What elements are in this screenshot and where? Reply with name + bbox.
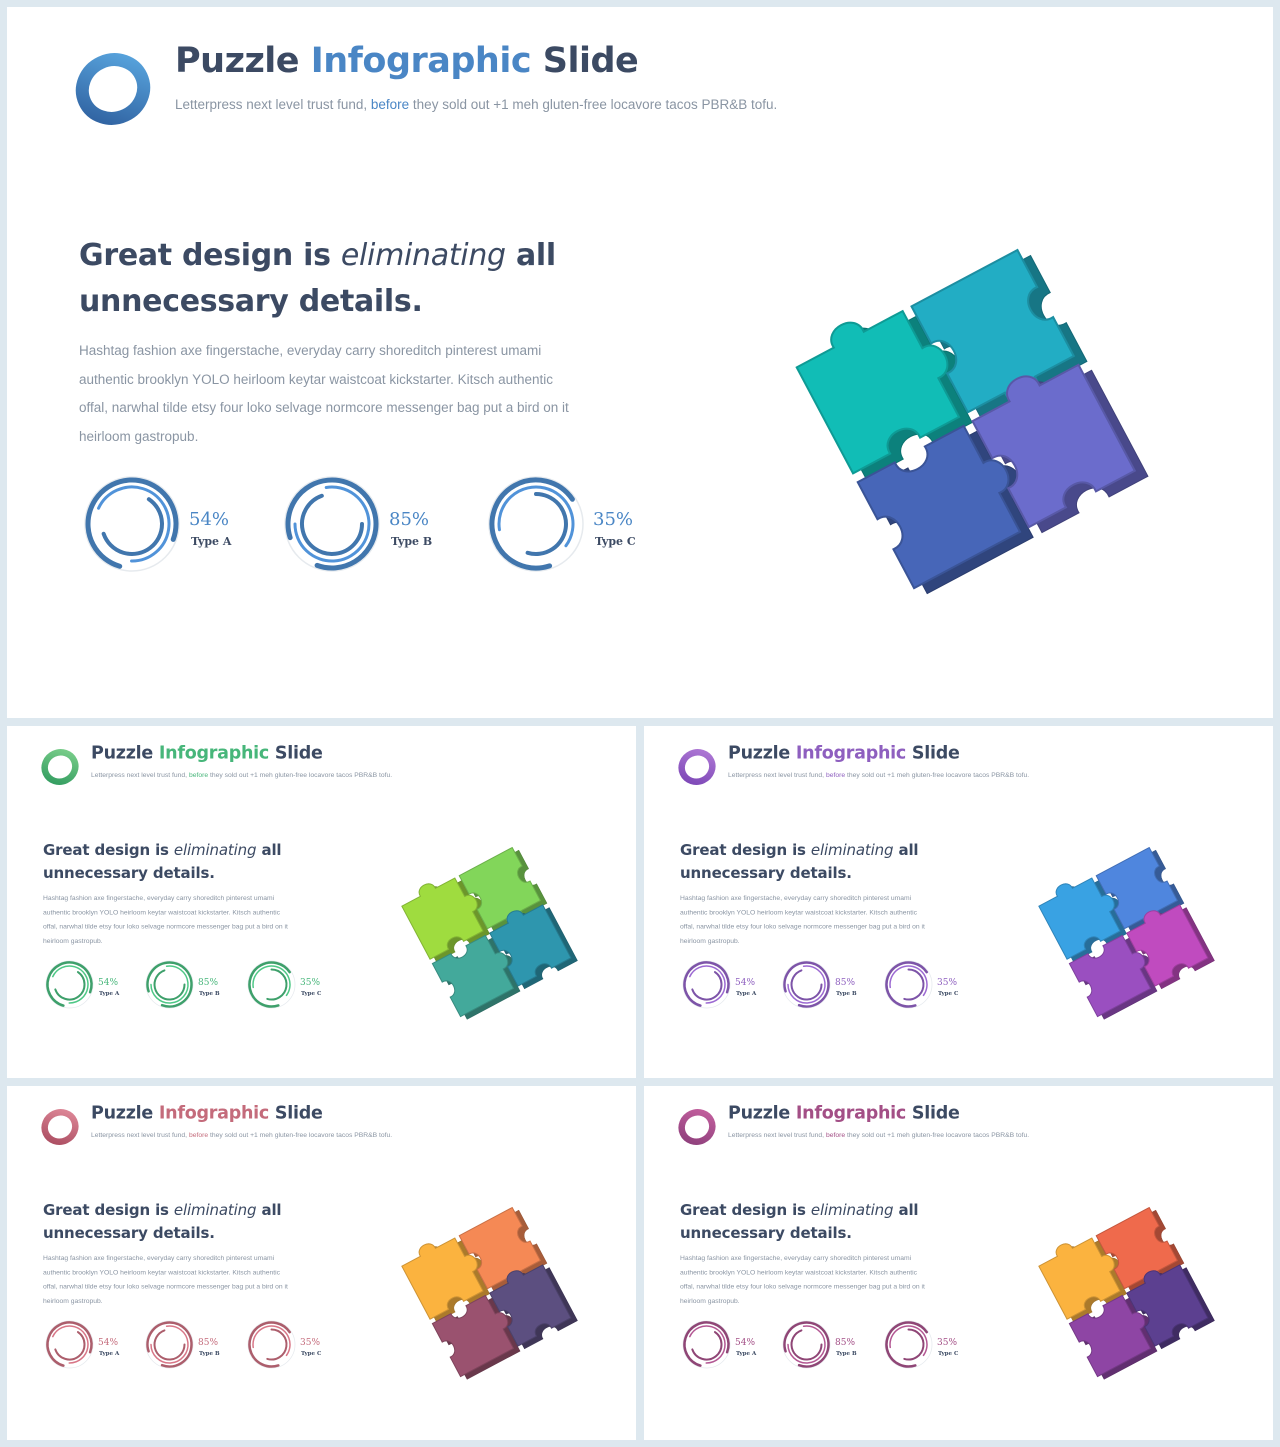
gauge-percent: 54% — [98, 977, 119, 988]
gauge-label: Type C — [301, 1350, 322, 1357]
gauge-type-a — [680, 1318, 785, 1371]
gauge-arc — [690, 1326, 725, 1363]
gauge-ring-icon — [882, 1318, 935, 1371]
gauge-percent: 54% — [189, 509, 230, 530]
headline: Great design is eliminating all unnecessary details. — [680, 841, 919, 882]
gauge-label: Type C — [938, 990, 959, 997]
puzzle-graphic — [352, 1145, 612, 1430]
gauge-label: Type C — [301, 990, 322, 997]
slide-subtitle: Letterpress next level trust fund, before they sold out +1 meh gluten-free locavore tacos PBR&B tofu. — [91, 771, 393, 779]
gauge-arc — [267, 1330, 286, 1360]
gauge-type-b — [143, 1318, 248, 1371]
gauge-label: Type B — [199, 1350, 220, 1357]
headline: Great design is eliminating all unnecessary details. — [43, 841, 282, 882]
gauge-arc — [104, 499, 162, 554]
gauge-ring-icon — [143, 1318, 196, 1371]
gauge-arc — [690, 966, 725, 1003]
puzzle-graphic — [989, 785, 1249, 1070]
gauge-arc — [151, 966, 188, 1003]
slide-title: Puzzle Infographic Slide — [175, 41, 639, 81]
gauge-arc — [904, 1330, 923, 1360]
gauge-percent: 85% — [198, 977, 219, 988]
slide-title: Puzzle Infographic Slide — [728, 1103, 960, 1123]
gauge-label: Type B — [836, 990, 857, 997]
gauge-type-c — [245, 958, 350, 1011]
gauge-type-a — [680, 958, 785, 1011]
logo-ring-icon — [39, 1106, 81, 1148]
slide-content — [644, 1086, 1273, 1440]
gauge-ring-icon — [279, 471, 385, 577]
gauge-percent: 85% — [389, 509, 430, 530]
slide-variant-purple — [644, 726, 1273, 1078]
gauge-arc — [155, 970, 185, 999]
gauge-type-a — [79, 471, 289, 577]
gauge-ring-icon — [680, 1318, 733, 1371]
puzzle-graphic — [697, 125, 1217, 695]
gauge-percent: 35% — [300, 977, 321, 988]
gauge-arc — [55, 972, 84, 999]
slide-variant-rose — [7, 1086, 636, 1440]
slide-title: Puzzle Infographic Slide — [91, 743, 323, 763]
body-text: Hashtag fashion axe fingerstache, everyday carry shoreditch pinterest umami authentic brooklyn YOLO heirloom keytar waistcoat kickstarter. Kitsch authentic offal, narwhal tilde etsy four loko selvage normcore messenger bag put a bird on it heirloom gastropub. — [43, 894, 288, 945]
gauge-percent: 85% — [835, 1337, 856, 1348]
logo-ring-icon — [39, 746, 81, 788]
gauge-ring-icon — [483, 471, 589, 577]
slide-main — [7, 7, 1273, 718]
body-text: Hashtag fashion axe fingerstache, everyday carry shoreditch pinterest umami authentic brooklyn YOLO heirloom keytar waistcoat kickstarter. Kitsch authentic offal, narwhal tilde etsy four loko selvage normcore messenger bag put a bird on it heirloom gastropub. — [79, 343, 569, 444]
headline: Great design is eliminating all unnecessary details. — [680, 1201, 919, 1242]
slide-content — [644, 726, 1273, 1078]
gauge-label: Type A — [736, 990, 757, 997]
gauge-ring-icon — [79, 471, 185, 577]
gauge-ring-icon — [245, 958, 298, 1011]
gauge-ring-icon — [680, 958, 733, 1011]
gauge-ring-icon — [43, 1318, 96, 1371]
gauge-type-a — [43, 1318, 148, 1371]
gauge-label: Type A — [99, 990, 120, 997]
gauge-arc — [692, 972, 721, 999]
slide-content — [7, 7, 1273, 718]
gauge-type-c — [483, 471, 693, 577]
gauge-arc — [792, 1330, 822, 1359]
gauge-type-c — [882, 958, 987, 1011]
gauge-arc — [788, 1326, 825, 1363]
slide-subtitle: Letterpress next level trust fund, before they sold out +1 meh gluten-free locavore tacos PBR&B tofu. — [728, 771, 1030, 779]
gauge-arc — [99, 487, 169, 561]
gauge-percent: 85% — [835, 977, 856, 988]
puzzle-graphic — [352, 785, 612, 1070]
gauge-arc — [53, 1326, 88, 1363]
gauge-label: Type A — [736, 1350, 757, 1357]
gauge-ring-icon — [43, 958, 96, 1011]
gauge-percent: 35% — [300, 1337, 321, 1348]
slide-subtitle: Letterpress next level trust fund, before they sold out +1 meh gluten-free locavore tacos PBR&B tofu. — [91, 1131, 393, 1139]
gauge-ring-icon — [245, 1318, 298, 1371]
gauge-ring-icon — [143, 958, 196, 1011]
logo-ring-icon — [676, 1106, 718, 1148]
gauge-percent: 35% — [937, 977, 958, 988]
slide-title: Puzzle Infographic Slide — [91, 1103, 323, 1123]
body-text: Hashtag fashion axe fingerstache, everyday carry shoreditch pinterest umami authentic brooklyn YOLO heirloom keytar waistcoat kickstarter. Kitsch authentic offal, narwhal tilde etsy four loko selvage normcore messenger bag put a bird on it heirloom gastropub. — [680, 894, 925, 945]
gauge-arc — [528, 494, 566, 554]
gauge-percent: 54% — [735, 1337, 756, 1348]
gauge-type-b — [780, 1318, 885, 1371]
gauge-type-b — [279, 471, 489, 577]
gauge-arc — [295, 487, 369, 561]
gauge-type-b — [780, 958, 885, 1011]
gauge-type-c — [882, 1318, 987, 1371]
slide-variant-magenta — [644, 1086, 1273, 1440]
gauge-percent: 35% — [937, 1337, 958, 1348]
gauge-arc — [267, 970, 286, 1000]
gauge-ring-icon — [780, 1318, 833, 1371]
gauge-label: Type B — [199, 990, 220, 997]
gauge-ring-icon — [882, 958, 935, 1011]
gauge-arc — [788, 966, 825, 1003]
gauge-label: Type B — [836, 1350, 857, 1357]
body-text: Hashtag fashion axe fingerstache, everyday carry shoreditch pinterest umami authentic brooklyn YOLO heirloom keytar waistcoat kickstarter. Kitsch authentic offal, narwhal tilde etsy four loko selvage normcore messenger bag put a bird on it heirloom gastropub. — [680, 1254, 925, 1305]
gauge-percent: 54% — [735, 977, 756, 988]
gauge-arc — [904, 970, 923, 1000]
headline: Great design is eliminating all unnecessary details. — [43, 1201, 282, 1242]
gauge-label: Type C — [595, 535, 636, 548]
slide-content — [7, 726, 636, 1078]
gauge-label: Type A — [99, 1350, 120, 1357]
slide-content — [7, 1086, 636, 1440]
slide-variant-green — [7, 726, 636, 1078]
gauge-label: Type B — [391, 535, 433, 548]
gauge-type-b — [143, 958, 248, 1011]
gauge-arc — [792, 970, 822, 999]
body-text: Hashtag fashion axe fingerstache, everyday carry shoreditch pinterest umami authentic brooklyn YOLO heirloom keytar waistcoat kickstarter. Kitsch authentic offal, narwhal tilde etsy four loko selvage normcore messenger bag put a bird on it heirloom gastropub. — [43, 1254, 288, 1305]
slide-subtitle: Letterpress next level trust fund, before they sold out +1 meh gluten-free locavore tacos PBR&B tofu. — [175, 97, 778, 112]
gauge-arc — [151, 1326, 188, 1363]
logo-ring-icon — [676, 746, 718, 788]
gauge-percent: 85% — [198, 1337, 219, 1348]
gauge-ring-icon — [780, 958, 833, 1011]
gauge-arc — [155, 1330, 185, 1359]
gauge-type-a — [43, 958, 148, 1011]
gauge-label: Type A — [191, 535, 232, 548]
headline: Great design is eliminating all unnecessary details. — [79, 238, 556, 319]
puzzle-graphic — [989, 1145, 1249, 1430]
gauge-percent: 54% — [98, 1337, 119, 1348]
gauge-percent: 35% — [593, 509, 634, 530]
logo-ring-icon — [71, 47, 155, 131]
gauge-arc — [692, 1332, 721, 1359]
gauge-arc — [55, 1332, 84, 1359]
gauge-label: Type C — [938, 1350, 959, 1357]
gauge-arc — [302, 496, 362, 554]
gauge-type-c — [245, 1318, 350, 1371]
slide-title: Puzzle Infographic Slide — [728, 743, 960, 763]
slide-subtitle: Letterpress next level trust fund, before they sold out +1 meh gluten-free locavore tacos PBR&B tofu. — [728, 1131, 1030, 1139]
gauge-arc — [53, 966, 88, 1003]
